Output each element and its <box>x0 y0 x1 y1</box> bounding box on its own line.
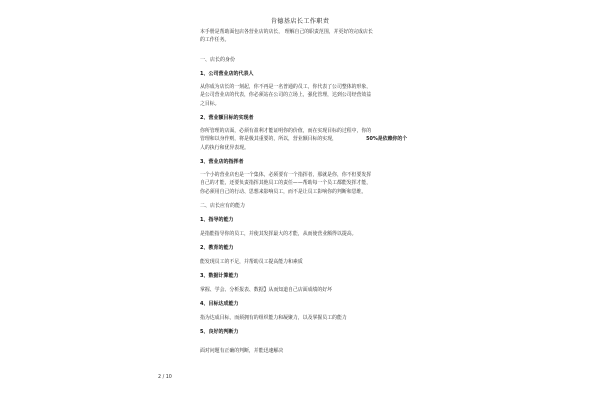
page-number: 2 / 10 <box>158 375 172 380</box>
paragraph-line: 自己的才能，还要负责指挥其他员工的责任——帮助每一个员工都能发挥才能， <box>200 180 372 187</box>
document-title: 肯德基店长工作职责 <box>270 18 330 25</box>
role-heading: 3、营业店的指挥者 <box>200 159 244 165</box>
paragraph-line: 是公司营业店的代表，你必须站在公司的立场上，强化管理，达到公司经营效益 <box>200 92 372 99</box>
paragraph-line <box>200 135 420 143</box>
ability-heading: 4、目标达成能力 <box>200 301 239 307</box>
paragraph-line: 一个小的营业店也是一个集体，必须要有一个指挥者，那就是你，你不但要发挥 <box>200 172 372 178</box>
ability-heading: 3、数据计算能力 <box>200 273 239 279</box>
paragraph-line: 你必须用自己的行动、思想来影响员工，而不是让员工影响你的判断和思维。 <box>200 188 367 195</box>
ability-heading: 5、良好的判断力 <box>200 329 239 335</box>
paragraph-line: 之目标。 <box>200 100 220 107</box>
role-paragraph <box>200 83 410 108</box>
role-heading: 2、营业额目标的实现者 <box>200 115 254 121</box>
role-heading: 1、公司营业店的代表人 <box>200 71 254 77</box>
paragraph-line: 人的执行和优异表现。 <box>200 144 249 151</box>
ability-description: 指为达成目标，而须拥有的组织能力和凝聚力，以及掌握员工的能力 <box>200 315 347 321</box>
ability-description: 是指能指导你的员工，并使其发挥最大的才能，从而使营业额得以提高。 <box>200 231 357 237</box>
ability-heading: 1、指导的能力 <box>200 217 234 223</box>
intro-line: 的工作任务。 <box>200 37 230 44</box>
ability-heading: 2、教育的能力 <box>200 245 234 251</box>
intro-line: 本手册是帮助面包店各营业店的店长， 理解自己的职责范围，并更好的完成店长 <box>200 29 373 35</box>
ability-description: 面对问题有正确的判断，并能迅速解决 <box>200 348 284 354</box>
highlight-text: 50%是依赖你的个 <box>366 136 408 143</box>
paragraph-line: 从你成为店长的一刻起，你不再是一名普通的员工，你代表了公司整体的形象， <box>200 84 372 90</box>
role-paragraph <box>200 171 410 196</box>
role-paragraph <box>200 127 420 152</box>
section-title-abilities: 二、店长应有的能力 <box>200 203 246 209</box>
ability-description: 掌握、学会、分析报表、数据】从而知道自己店面成绩的好坏 <box>200 287 333 293</box>
section-title-identity: 一、店长的身份 <box>200 57 236 63</box>
paragraph-text: 管理和以身作则，将是极其重要的，所以，营业额目标的实现， <box>200 136 337 143</box>
ability-description: 能发现员工的不足，并帮助员工提高能力和素质 <box>200 259 303 265</box>
intro-paragraph <box>200 28 410 45</box>
paragraph-line: 你所管理的店面，必须有盈利才能证明你的价值，而在实现目标的过程中，你的 <box>200 128 372 134</box>
